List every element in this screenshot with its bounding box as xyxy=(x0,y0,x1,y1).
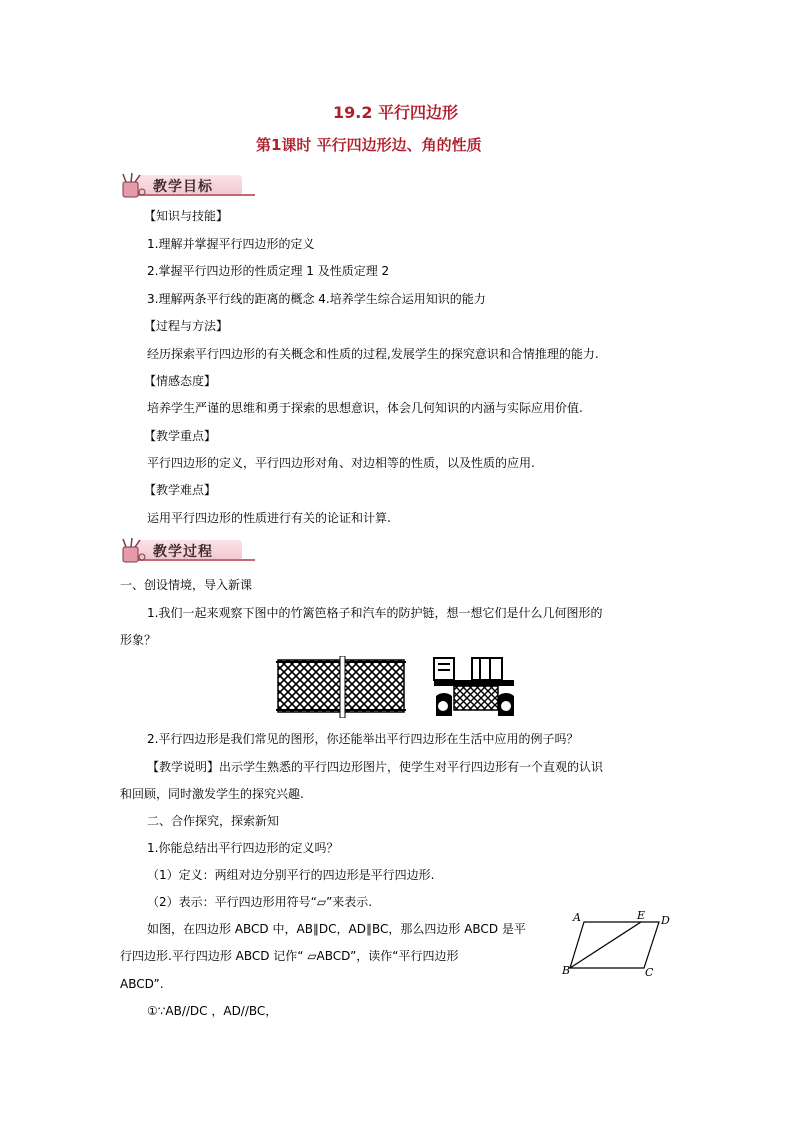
vertex-label-d: D xyxy=(661,914,670,927)
vertex-label-e: E xyxy=(637,909,646,922)
example-line1: 如图，在四边形 ABCD 中，AB∥DC，AD∥BC，那么四边形 ABCD 是平 xyxy=(147,922,526,936)
objectives-banner xyxy=(117,172,257,198)
part1-heading: 一、创设情境，导入新课 xyxy=(120,578,253,592)
definition-text: （1）定义：两组对边分别平行的四边形是平行四边形. xyxy=(147,868,435,882)
question-1-line2: 形象？ xyxy=(120,633,157,647)
process-method-heading: 【过程与方法】 xyxy=(144,319,229,333)
vertex-label-c: C xyxy=(645,966,654,978)
attitude-heading: 【情感态度】 xyxy=(144,374,217,388)
difficulty-text: 运用平行四边形的性质进行有关的论证和计算. xyxy=(147,511,391,525)
knowledge-heading: 【知识与技能】 xyxy=(144,209,229,223)
parallelogram-figure xyxy=(562,908,674,978)
knowledge-item: 1.理解并掌握平行四边形的定义 xyxy=(147,237,315,251)
section-title: 19.2 平行四边形 xyxy=(333,103,459,122)
part2-heading: 二、合作探究，探索新知 xyxy=(147,814,280,828)
objectives-banner-label: 教学目标 xyxy=(153,179,213,195)
bamboo-fence-image xyxy=(276,656,406,718)
process-method-text: 经历探索平行四边形的有关概念和性质的过程,发展学生的探究意识和合情推理的能力. xyxy=(147,347,599,361)
part2-question-1: 1.你能总结出平行四边形的定义吗？ xyxy=(147,841,339,855)
key-point-text: 平行四边形的定义，平行四边形对角、对边相等的性质，以及性质的应用. xyxy=(147,456,535,470)
pencil-cup-icon xyxy=(117,172,151,200)
example-line3: ABCD”. xyxy=(120,977,164,991)
lesson-title: 第1课时 平行四边形边、角的性质 xyxy=(256,136,482,154)
question-1-line1: 1.我们一起来观察下图中的竹篱笆格子和汽车的防护链，想一想它们是什么几何图形的 xyxy=(147,606,603,620)
example-line2: 行四边形.平行四边形 ABCD 记作“ ▱ABCD”，读作“平行四边形 xyxy=(120,949,459,963)
teaching-note-line2: 和回顾，同时激发学生的探究兴趣. xyxy=(120,787,304,801)
teaching-note-line1: 【教学说明】出示学生熟悉的平行四边形图片，使学生对平行四边形有一个直观的认识 xyxy=(147,760,604,774)
process-banner-label: 教学过程 xyxy=(153,544,213,560)
knowledge-item: 3.理解两条平行线的距离的概念 4.培养学生综合运用知识的能力 xyxy=(147,292,486,306)
difficulty-heading: 【教学难点】 xyxy=(144,483,217,497)
proof-line: ①∵AB//DC ，AD//BC， xyxy=(147,1004,278,1018)
question-2: 2.平行四边形是我们常见的图形，你还能举出平行四边形在生活中应用的例子吗？ xyxy=(147,732,579,746)
pencil-cup-icon xyxy=(117,537,151,565)
knowledge-item: 2.掌握平行四边形的性质定理 1 及性质定理 2 xyxy=(147,264,390,278)
notation-text: （2）表示：平行四边形用符号“▱”来表示. xyxy=(147,895,373,909)
vertex-label-a: A xyxy=(573,911,581,924)
car-guard-chain-image xyxy=(432,656,516,718)
process-banner xyxy=(117,537,257,563)
attitude-text: 培养学生严谨的思维和勇于探索的思想意识，体会几何知识的内涵与实际应用价值. xyxy=(147,401,583,415)
key-point-heading: 【教学重点】 xyxy=(144,429,217,443)
vertex-label-b: B xyxy=(562,964,571,977)
